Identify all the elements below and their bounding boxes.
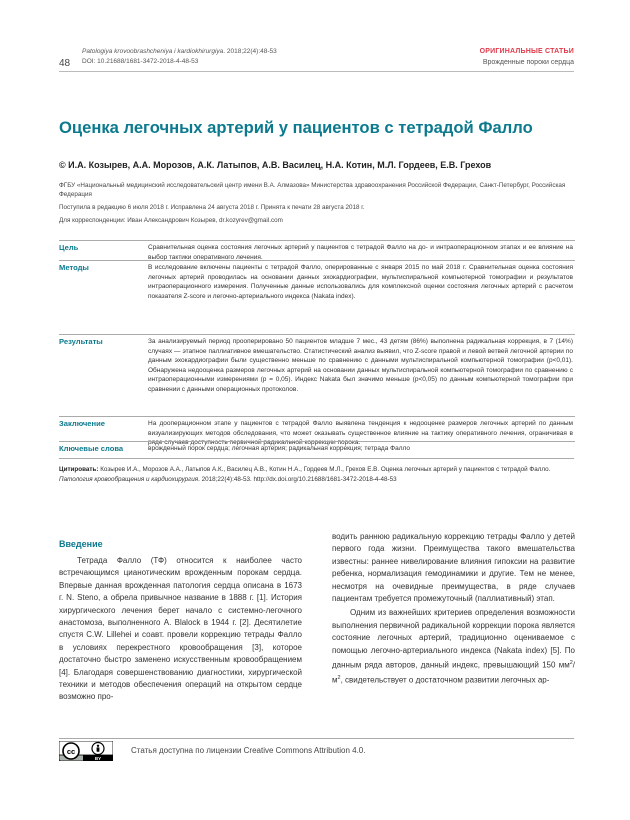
affiliation: ФГБУ «Национальный медицинский исследовательский центр имени В.А. Алмазова» Министерства здравоохранения Российской Федерации, Санкт-Петербург, Российская Федерация bbox=[59, 182, 566, 198]
citation-journal: Патология кровообращения и кардиохирургия bbox=[59, 476, 199, 483]
abstract-text: На дооперационном этапе у пациентов с тетрадой Фалло выявлена тенденция к недооценке размеров легочных артерий по данным визуализирующих методов обследования, что может оказывать существенное влияние на тактику оперативного лечения, ограничивая в ряде случаев доступность первичной радикальной коррекции порока. bbox=[148, 420, 573, 447]
citation-divider bbox=[59, 458, 574, 459]
superscript: 2 bbox=[569, 660, 573, 667]
column-right bbox=[332, 531, 575, 687]
abstract-label: Цель bbox=[59, 243, 79, 252]
section-header bbox=[480, 46, 574, 68]
column-left bbox=[59, 555, 302, 704]
citation bbox=[59, 465, 575, 485]
paragraph-text: Одним из важнейших критериев определения возможности выполнения первичной радикальной коррекции порока является состояние легочных артерий, традиционно оцениваемое с помощью легочно-артериального индекса (Nakata index) [5]. По данным ряда авторов, данный индекс, превышающий 150 мм bbox=[332, 608, 575, 670]
intro-heading: Введение bbox=[59, 539, 103, 549]
article-authors: © И.А. Козырев, А.А. Морозов, А.К. Латыпов, А.В. Василец, Н.А. Котин, М.Л. Гордеев, Е.В. Грехов bbox=[59, 160, 492, 170]
abstract-row bbox=[59, 441, 575, 457]
abstract-label: Результаты bbox=[59, 337, 103, 346]
paragraph bbox=[332, 607, 575, 687]
abstract-row bbox=[59, 260, 575, 323]
citation-text: Козырев И.А., Морозов А.А., Латыпов А.К., Василец А.В., Котин Н.А., Гордеев М.Л., Грехов Е.В. Оценка легочных артерий у пациентов с тетрадой Фалло. bbox=[100, 466, 551, 473]
cc-by-badge[interactable] bbox=[59, 741, 113, 761]
journal-citation: . 2018;22(4):48-53 bbox=[223, 48, 277, 55]
by-text: BY bbox=[94, 756, 102, 761]
section-subtitle: Врожденные пороки сердца bbox=[482, 59, 574, 66]
abstract-text: врожденный порок сердца; легочная артерия; радикальная коррекция; тетрада Фалло bbox=[148, 445, 410, 452]
journal-title: Patologiya krovoobrashcheniya i kardiokhirurgiya bbox=[82, 48, 224, 55]
license-text[interactable]: Статья доступна по лицензии Creative Commons Attribution 4.0. bbox=[131, 746, 366, 755]
page-number: 48 bbox=[59, 58, 71, 69]
abstract-row bbox=[59, 334, 575, 415]
journal-info bbox=[82, 47, 277, 67]
unit-text: /м bbox=[332, 660, 575, 685]
paragraph: водить раннюю радикальную коррекцию тетрады Фалло у детей первого года жизни. Преимущества такого вмешательства известны: раннее нивелирование влияния гипоксии на развитие ребенка, нормализация гемодинамики и другие. Тем не менее, несмотря на очевидные преимущества, в ряде случаев пациентам требуется промежуточный (паллиативный) этап. bbox=[332, 532, 575, 604]
citation-label: Цитировать: bbox=[59, 466, 99, 473]
section-title: ОРИГИНАЛЬНЫЕ СТАТЬИ bbox=[479, 48, 574, 55]
citation-ref[interactable]: . 2018;22(4):48-53. http://dx.doi.org/10.21688/1681-3472-2018-4-48-53 bbox=[198, 476, 397, 483]
article-dates: Поступила в редакцию 6 июля 2018 г. Исправлена 24 августа 2018 г. Принята к печати 28 августа 2018 г. bbox=[59, 204, 365, 211]
abstract-text: Сравнительная оценка состояния легочных артерий у пациентов с тетрадой Фалло на до- и интраоперационном этапах и ее влияние на выбор тактики оперативного лечения. bbox=[148, 244, 573, 261]
abstract-label: Методы bbox=[59, 263, 89, 272]
abstract-label: Ключевые слова bbox=[59, 444, 124, 453]
paragraph-text: , свидетельствует о достаточном развитии легочных ар- bbox=[340, 675, 550, 685]
correspondence[interactable]: Для корреспонденции: Иван Александрович Козырев, dr.kozyrev@gmail.com bbox=[59, 217, 283, 224]
abstract-label: Заключение bbox=[59, 419, 106, 428]
doi-link[interactable]: DOI: 10.21688/1681-3472-2018-4-48-53 bbox=[82, 58, 199, 65]
superscript: 2 bbox=[337, 675, 341, 682]
paragraph: Тетрада Фалло (ТФ) относится к наиболее часто встречающимся цианотическим врожденным порокам сердца. Впервые данная врожденная патология сердца описана в 1673 г. N. Steno, а обрела привычное название в 1888 г. [1]. История хирургического лечения берет начало с системно-легочного анастомоза, выполненного A. Blalock в 1944 г. [2]. Десятилетие спустя C.W. Lillehei и соавт. провели коррекцию тетрады Фалло в условиях перекрестного кровообращения [3], которое достаточно быстро заменено искусственным кровообращением [4]. Благодаря совершенствованию диагностики, хирургической техники и методов обеспечения операций на открытом сердце возможно про- bbox=[59, 556, 302, 702]
cc-text: cc bbox=[66, 746, 76, 756]
header-divider bbox=[59, 71, 574, 72]
footer-divider bbox=[59, 738, 574, 739]
abstract-text: В исследование включены пациенты с тетрадой Фалло, оперированные с января 2015 по май 2018 г. Сравнительная оценка состояния легочных артерий проводилась на основании данных эхокардиографии, мультиспиральной компьютерной томографии и результатов интраоперационного измерения. Полученные данные использовались для комплексной оценки состояния легочных артерий с расчетом показателя Z-score и легочно-артериального индекса (Nakata index). bbox=[148, 264, 573, 300]
abstract-text: За анализируемый период прооперировано 50 пациентов младше 7 мес., 43 детям (86%) выполнена радикальная коррекция, в 7 (14%) случаях — этапное паллиативное вмешательство. Статистический анализ выявил, что Z-score правой и левой ветвей легочной артерии по данным эхокардиографии были существенно меньше по сравнению с данными мультиспиральной компьютерной томографии (p<0,01). Обнаружена недооценка размеров легочных артерий на основании данных мультиспиральной компьютерной томографии по сравнению с интраоперационными измерениями (p = 0,05). Индекс Nakata был значимо меньше (p<0,05) по данным компьютерной томографии при сравнении с данными операционных протоколов. bbox=[148, 338, 573, 393]
attribution-person-icon bbox=[92, 743, 104, 755]
article-title: Оценка легочных артерий у пациентов с тетрадой Фалло bbox=[59, 118, 533, 137]
creative-commons-icon bbox=[63, 743, 79, 759]
